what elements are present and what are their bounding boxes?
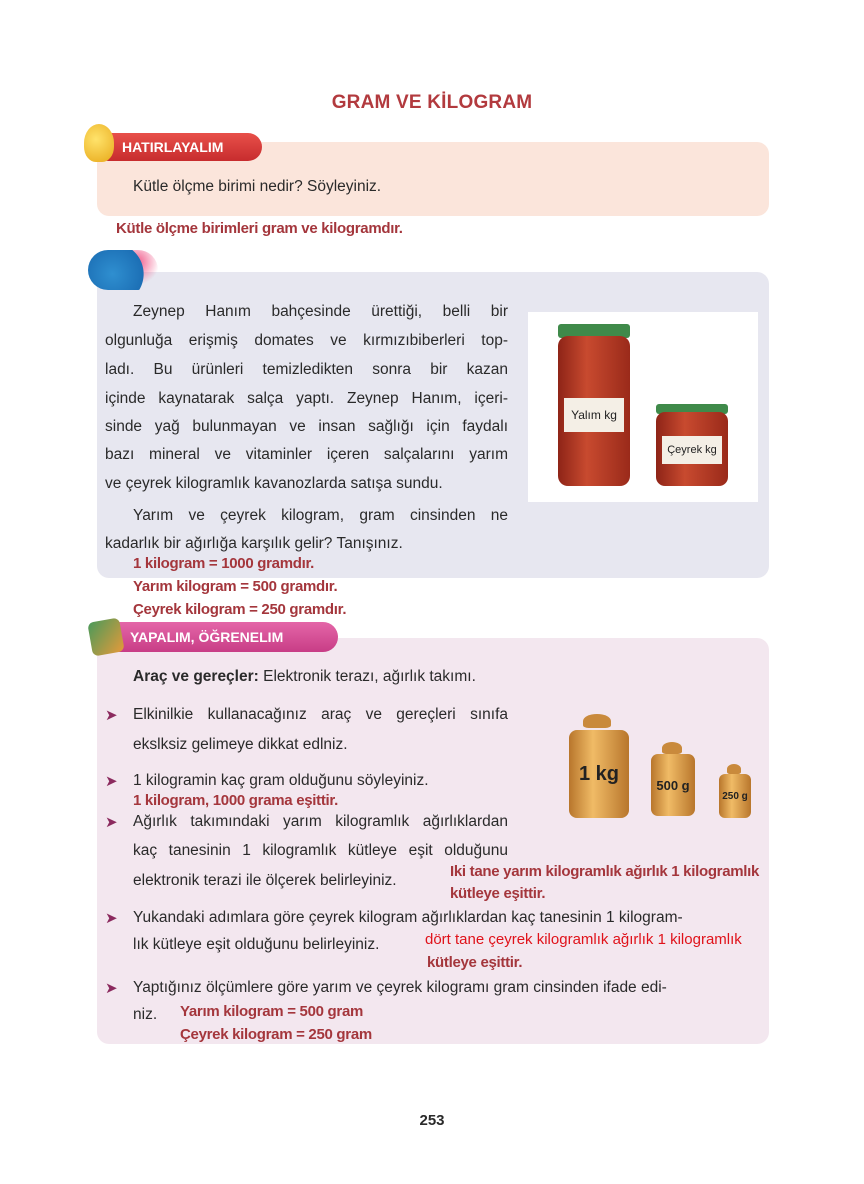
tools-label: Araç ve gereçler: xyxy=(133,668,259,685)
answer-line: dört tane çeyrek kilogramlık ağırlık 1 kilogramlık xyxy=(425,931,742,948)
reminder-badge xyxy=(104,133,262,161)
answer-line: Çeyrek kilogram = 250 gramdır. xyxy=(133,601,347,618)
answer-line: Iki tane yarım kilogramlık ağırlık 1 kilogramlık xyxy=(450,863,760,880)
story-question: Yarım ve çeyrek kilogram, gram cinsinden ne xyxy=(133,507,508,524)
answer-line: kütleye eşittir. xyxy=(450,885,546,902)
tools-line xyxy=(133,668,476,686)
story-line: sinde yağ bulunmayan ve insan sağlığı için faydalı xyxy=(105,418,508,435)
step-line: Yukandaki adımlara göre çeyrek kilogram ağırlıklardan kaç tanesinin 1 kilogram- xyxy=(133,909,683,926)
puzzle-icon xyxy=(88,250,158,290)
jar-label: Çeyrek kg xyxy=(662,436,722,464)
bullet-arrow-icon: ➤ xyxy=(105,910,118,927)
step-line: Ağırlık takımındaki yarım kilogramlık ağırlıklardan xyxy=(133,813,508,830)
story-question: kadarlık bir ağırlığa karşılık gelir? Tanışınız. xyxy=(105,535,403,552)
story-line: içinde kaynatarak salça yaptı. Zeynep Hanım, içeri- xyxy=(105,390,508,407)
story-line: bazı mineral ve vitaminler içeren salçalarını yarım xyxy=(105,446,508,463)
answer-line: 1 kilogram = 1000 gramdır. xyxy=(133,555,315,572)
jars-image xyxy=(528,312,758,502)
story-line: Zeynep Hanım bahçesinde ürettiği, belli bir xyxy=(133,303,508,320)
bullet-arrow-icon: ➤ xyxy=(105,980,118,997)
story-line: ladı. Bu ürünleri temizledikten sonra bir kazan xyxy=(105,361,508,378)
bullet-arrow-icon: ➤ xyxy=(105,707,118,724)
reminder-answer: Kütle ölçme birimleri gram ve kilogramdır. xyxy=(116,220,403,237)
story-line: olgunluğa erişmiş domates ve kırmızıbiberleri top- xyxy=(105,332,508,349)
answer-line: Yarım kilogram = 500 gram xyxy=(180,1003,364,1020)
step-line: elektronik terazi ile ölçerek belirleyiniz. xyxy=(133,872,397,889)
answer-line: Çeyrek kilogram = 250 gram xyxy=(180,1026,372,1043)
step-line: ekslksiz gelimeye dikkat edlniz. xyxy=(133,736,348,753)
activity-badge xyxy=(112,622,338,652)
jar-label: Yalım kg xyxy=(564,398,624,432)
weight-knob xyxy=(662,742,682,754)
page-number: 253 xyxy=(419,1112,445,1129)
step-line: lık kütleye eşit olduğunu belirleyiniz. xyxy=(133,936,380,953)
reminder-badge-label: HATIRLAYALIM xyxy=(122,139,224,155)
step-line: niz. xyxy=(133,1006,158,1023)
step-line: kaç tanesinin 1 kilogramlık kütleye eşit olduğunu xyxy=(133,842,508,859)
answer-line: 1 kilogram, 1000 grama eşittir. xyxy=(133,792,338,809)
small-jar xyxy=(656,412,728,486)
tools-value: Elektronik terazı, ağırlık takımı. xyxy=(258,668,476,685)
step-line: 1 kilogramin kaç gram olduğunu söyleyiniz. xyxy=(133,772,429,789)
activity-badge-label: YAPALIM, ÖĞRENELIM xyxy=(130,629,284,645)
weight-500g: 500 g xyxy=(651,754,695,816)
page-title: GRAM VE KİLOGRAM xyxy=(331,92,533,113)
story-line: ve çeyrek kilogramlık kavanozlarda satışa sundu. xyxy=(105,475,443,492)
answer-line: kütleye eşittir. xyxy=(427,954,523,971)
weight-knob xyxy=(727,764,741,774)
step-line: Elkinilkie kullanacağınız araç ve gereçleri sınıfa xyxy=(133,706,508,723)
bullet-arrow-icon: ➤ xyxy=(105,773,118,790)
weight-knob xyxy=(583,714,611,728)
book-icon xyxy=(87,617,124,656)
reminder-question: Kütle ölçme birimi nedir? Söyleyiniz. xyxy=(133,178,382,195)
large-jar xyxy=(558,336,630,486)
weight-1kg: 1 kg xyxy=(569,730,629,818)
answer-line: Yarım kilogram = 500 gramdır. xyxy=(133,578,338,595)
step-line: Yaptığınız ölçümlere göre yarım ve çeyrek kilogramı gram cinsinden ifade edi- xyxy=(133,979,667,996)
weights-image xyxy=(565,712,757,822)
weight-250g: 250 g xyxy=(719,774,751,818)
bell-icon xyxy=(84,124,114,162)
bullet-arrow-icon: ➤ xyxy=(105,814,118,831)
